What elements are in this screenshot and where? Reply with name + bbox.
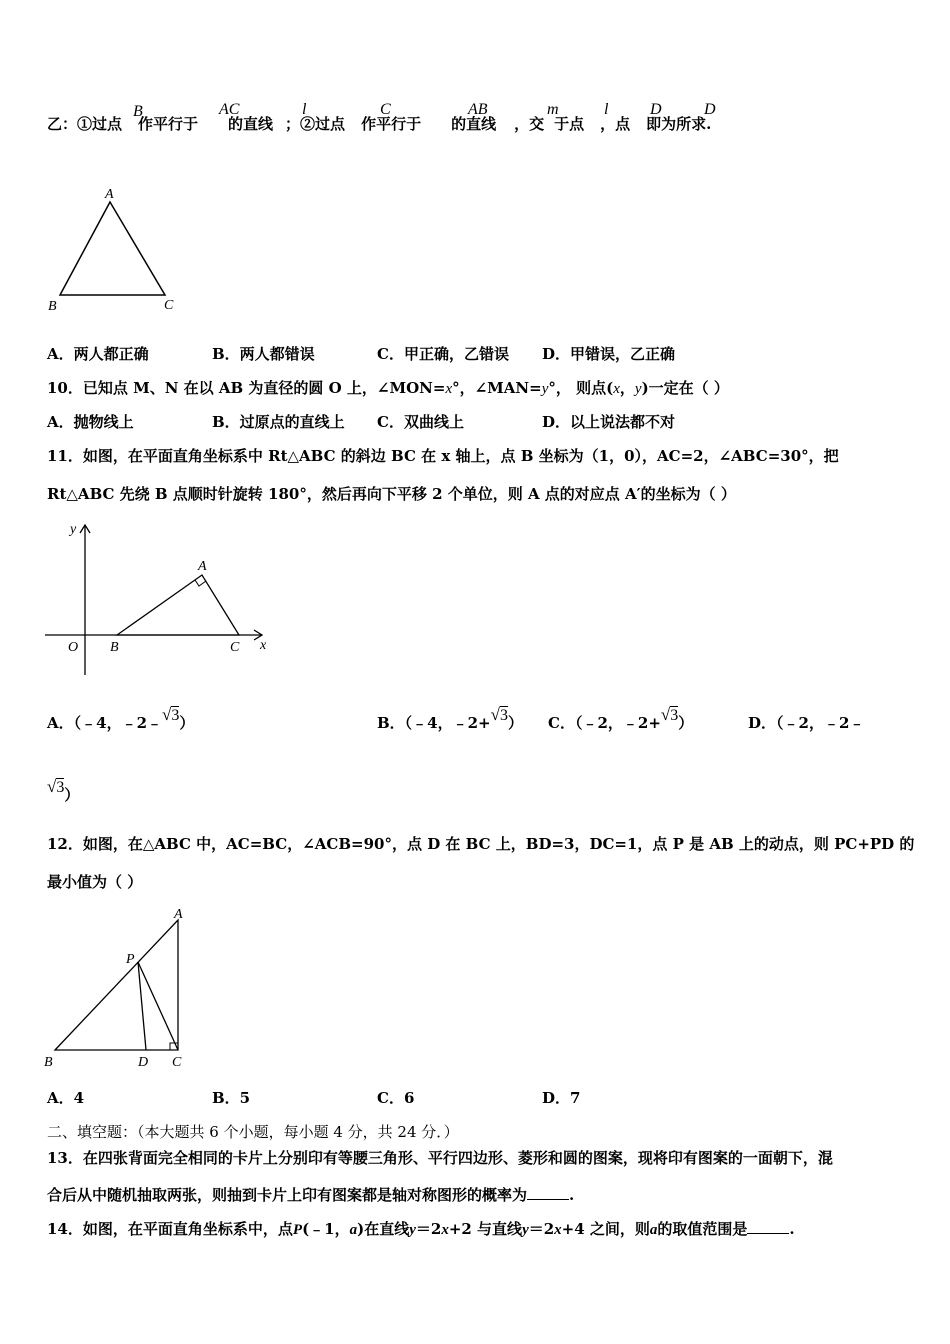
q11-option-c-prefix: C．（﹣2，﹣2+	[548, 714, 661, 732]
triangle-abc-right	[55, 920, 178, 1050]
q10-text-5: )一定在（ ）	[641, 379, 729, 397]
q10-var-y2: y	[634, 381, 642, 397]
q10-option-a: A．抛物线上	[47, 413, 134, 431]
q12-option-a: A．4	[47, 1089, 85, 1107]
q10-stem	[47, 378, 729, 399]
q11-option-b-suffix: ）	[507, 714, 523, 732]
q12-option-c: C．6	[377, 1089, 415, 1107]
q14-text-6: ＝2	[528, 1220, 555, 1238]
q10-text-3: °， 则点(	[548, 379, 614, 397]
q11-option-c	[548, 705, 694, 734]
q13-end: .	[569, 1186, 575, 1204]
q14-var-y1: y	[409, 1222, 416, 1238]
yi-var-C: C	[380, 101, 391, 118]
triangle-pd-figure	[40, 900, 200, 1075]
q10-option-d: D．以上说法都不对	[542, 413, 676, 431]
q11-option-a-sqrt: √3	[162, 705, 180, 724]
fig3-label-C: C	[172, 1055, 182, 1070]
fig2-label-C: C	[230, 640, 240, 655]
yi-text-10: 即为所求.	[646, 115, 712, 133]
triangle-figure	[40, 180, 190, 320]
q12-stem-line1: 12．如图，在△ABC 中，AC=BC，∠ACB=90°，点 D 在 BC 上，BD=3，DC=1，点 P 是 AB 上的动点，则 PC+PD 的	[47, 835, 915, 853]
q14-text-5: +2 与直线	[448, 1220, 523, 1238]
q13-answer-blank[interactable]	[527, 1185, 569, 1200]
fig1-label-B: B	[48, 299, 57, 314]
fig2-label-x: x	[260, 638, 267, 653]
q11-option-d-sqrt: √3	[47, 777, 65, 796]
yi-text-6: 的直线	[451, 115, 497, 133]
q11-option-a-suffix: ）	[179, 714, 195, 732]
segment-pd	[138, 962, 146, 1050]
q14-var-x1: x	[441, 1222, 449, 1238]
fig2-label-O: O	[68, 640, 79, 655]
q13-stem-line2	[47, 1185, 574, 1205]
q11-option-a-prefix: A．（﹣4，﹣2﹣	[47, 714, 163, 732]
q14-var-y2: y	[522, 1222, 529, 1238]
q11-option-d-cont	[47, 777, 80, 806]
yi-var-l2: l	[604, 101, 609, 118]
yi-text-5: 作平行于	[361, 115, 422, 133]
yi-text-8: 于点	[554, 115, 585, 133]
q14-stem	[47, 1219, 795, 1240]
fig3-label-B: B	[44, 1055, 53, 1070]
q11-option-b	[377, 705, 523, 734]
fig2-label-B: B	[110, 640, 119, 655]
q11-option-d-prefix: D．（﹣2，﹣2﹣	[748, 714, 865, 732]
section-2-heading: 二、填空题：（本大题共 6 个小题，每小题 4 分，共 24 分．）	[47, 1123, 459, 1141]
q13-text: 合后从中随机抽取两张，则抽到卡片上印有图案都是轴对称图形的概率为	[47, 1186, 528, 1204]
q11-option-c-suffix: ）	[678, 714, 694, 732]
fig2-label-A: A	[198, 559, 207, 574]
q14-end: .	[789, 1220, 795, 1238]
q14-var-a2: a	[649, 1222, 658, 1238]
fig1-label-C: C	[164, 298, 174, 313]
q10-option-b: B．过原点的直线上	[212, 413, 345, 431]
yi-text-4: ；②过点	[285, 115, 346, 133]
q14-var-a: a	[349, 1222, 358, 1238]
q11-stem-line1: 11．如图，在平面直角坐标系中 Rt△ABC 的斜边 BC 在 x 轴上，点 B 坐标为（1，0），AC=2，∠ABC=30°，把	[47, 447, 839, 465]
q12-option-d: D．7	[542, 1089, 581, 1107]
q14-text-3: )在直线	[357, 1220, 410, 1238]
fig3-label-A: A	[174, 907, 183, 922]
yi-var-AB: AB	[468, 101, 488, 118]
q12-stem-line2: 最小值为（ ）	[47, 873, 143, 891]
triangle-abc	[60, 202, 165, 295]
q14-text-8: 的取值范围是	[657, 1220, 748, 1238]
q9-option-b: B．两人都错误	[212, 345, 315, 363]
yi-text-2: 作平行于	[138, 115, 199, 133]
q9-option-d: D．甲错误，乙正确	[542, 345, 676, 363]
yi-text-9: ，点	[600, 115, 631, 133]
q14-text-7: +4 之间，则	[561, 1220, 650, 1238]
q11-option-d	[748, 713, 864, 733]
q10-var-x2: x	[613, 381, 620, 397]
triangle-abc-coord	[117, 575, 239, 635]
q14-text-2: (﹣1，	[302, 1220, 350, 1238]
q11-option-b-prefix: B．（﹣4，﹣2+	[377, 714, 491, 732]
q11-stem-line2: Rt△ABC 先绕 B 点顺时针旋转 180°，然后再向下平移 2 个单位，则 A 点的对应点 A′的坐标为（ ）	[47, 485, 736, 503]
q11-option-c-sqrt: √3	[660, 705, 679, 724]
yi-var-B: B	[133, 103, 143, 120]
q14-text-4: ＝2	[415, 1220, 442, 1238]
yi-var-m: m	[547, 101, 559, 118]
fig3-label-D: D	[138, 1055, 149, 1070]
q11-option-b-sqrt: √3	[490, 705, 508, 724]
fig2-label-y: y	[70, 522, 77, 537]
segment-pc	[138, 962, 178, 1050]
q10-var-x: x	[445, 381, 453, 397]
right-angle-mark	[195, 580, 206, 586]
fig3-label-P: P	[126, 952, 135, 967]
q9-option-c: C．甲正确，乙错误	[377, 345, 509, 363]
q14-var-x2: x	[554, 1222, 562, 1238]
yi-text-3: 的直线	[228, 115, 274, 133]
yi-var-D: D	[650, 101, 662, 118]
q10-option-c: C．双曲线上	[377, 413, 464, 431]
q10-text-4: ，	[619, 379, 635, 397]
q14-answer-blank[interactable]	[747, 1219, 789, 1234]
q10-text-2: °，∠MAN=	[452, 379, 542, 397]
coordinate-figure	[40, 515, 280, 680]
fig1-label-A: A	[105, 187, 114, 202]
yi-text-1: 乙：①过点	[47, 115, 123, 133]
q10-var-y: y	[541, 381, 549, 397]
q14-text-1: 14．如图，在平面直角坐标系中，点	[47, 1220, 293, 1238]
yi-var-D2: D	[704, 101, 716, 118]
q11-option-d-suffix: ）	[64, 786, 80, 804]
yi-text-7: ，交	[514, 115, 545, 133]
q14-var-P: P	[292, 1222, 303, 1238]
yi-var-AC: AC	[219, 101, 240, 118]
q11-option-a	[47, 705, 195, 734]
yi-var-l: l	[302, 101, 307, 118]
q9-option-a: A．两人都正确	[47, 345, 149, 363]
q13-stem-line1: 13．在四张背面完全相同的卡片上分别印有等腰三角形、平行四边形、菱形和圆的图案，现将印有图案的一面朝下，混	[47, 1149, 833, 1167]
q12-option-b: B．5	[212, 1089, 251, 1107]
q10-text-1: 10．已知点 M、N 在以 AB 为直径的圆 O 上，∠MON=	[47, 379, 446, 397]
